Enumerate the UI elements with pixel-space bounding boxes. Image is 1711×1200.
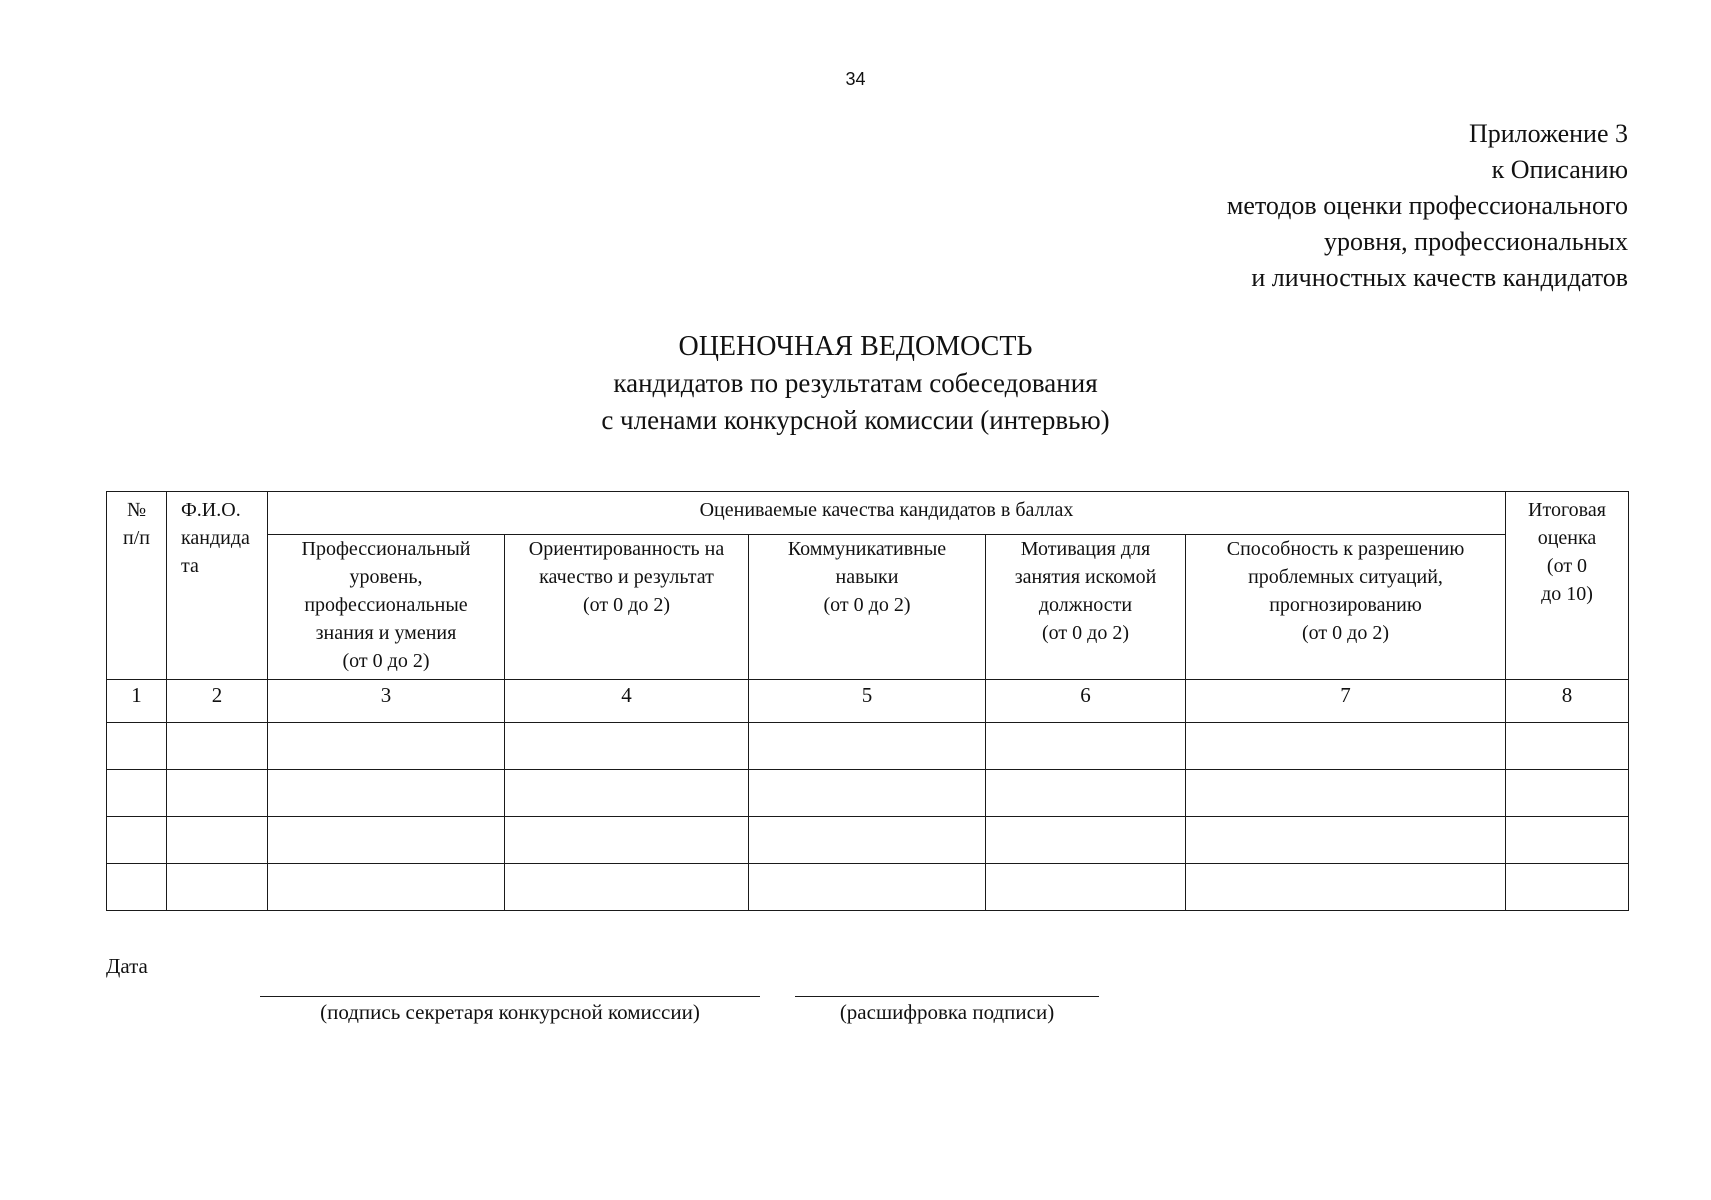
table-cell[interactable] bbox=[986, 864, 1186, 911]
column-number: 6 bbox=[986, 680, 1186, 723]
table-row bbox=[107, 770, 1629, 817]
table-cell[interactable] bbox=[749, 770, 986, 817]
header-text: качество и результат bbox=[539, 566, 714, 588]
column-number: 8 bbox=[1506, 680, 1629, 723]
header-text: проблемных ситуаций, bbox=[1248, 566, 1443, 588]
header-text: (от 0 до 2) bbox=[1042, 622, 1129, 644]
header-text: Итоговая bbox=[1528, 499, 1606, 521]
table-cell[interactable] bbox=[268, 864, 505, 911]
appendix-line: и личностных качеств кандидатов bbox=[1251, 263, 1628, 292]
table-cell[interactable] bbox=[167, 770, 268, 817]
table-row bbox=[107, 817, 1629, 864]
table-cell[interactable] bbox=[1506, 817, 1629, 864]
table-cell[interactable] bbox=[1186, 723, 1506, 770]
evaluation-table bbox=[106, 491, 1629, 911]
column-number: 1 bbox=[107, 680, 167, 723]
header-text: п/п bbox=[123, 527, 150, 549]
header-text: Способность к разрешению bbox=[1226, 538, 1465, 560]
table-cell[interactable] bbox=[505, 723, 749, 770]
header-text: (от 0 до 2) bbox=[342, 650, 430, 672]
table-cell[interactable] bbox=[986, 723, 1186, 770]
header-text: (от 0 до 2) bbox=[1302, 622, 1389, 644]
header-text: Мотивация для bbox=[1020, 538, 1151, 560]
table-cell[interactable] bbox=[1186, 770, 1506, 817]
header-criterion-problem-solving bbox=[1186, 535, 1506, 680]
column-number: 3 bbox=[268, 680, 505, 723]
column-number: 2 bbox=[167, 680, 268, 723]
table-cell[interactable] bbox=[1506, 864, 1629, 911]
table-row bbox=[107, 864, 1629, 911]
table-cell[interactable] bbox=[167, 723, 268, 770]
signature-decoding-line[interactable] bbox=[795, 996, 1099, 997]
header-text: прогнозированию bbox=[1269, 594, 1422, 616]
table-cell[interactable] bbox=[268, 723, 505, 770]
header-text: профессиональные bbox=[304, 594, 468, 616]
table-cell[interactable] bbox=[1506, 723, 1629, 770]
column-number: 4 bbox=[505, 680, 749, 723]
appendix-reference bbox=[1227, 116, 1628, 296]
header-text: должности bbox=[1038, 594, 1133, 616]
page-number: 34 bbox=[845, 69, 866, 89]
header-text: № bbox=[126, 499, 147, 521]
table-cell[interactable] bbox=[505, 864, 749, 911]
table-cell[interactable] bbox=[505, 770, 749, 817]
table-cell[interactable] bbox=[505, 817, 749, 864]
table-cell[interactable] bbox=[1186, 864, 1506, 911]
table-cell[interactable] bbox=[268, 770, 505, 817]
column-number-row bbox=[107, 680, 1629, 723]
header-total-score bbox=[1506, 492, 1629, 680]
header-text: оценка bbox=[1537, 527, 1597, 549]
table-cell[interactable] bbox=[1186, 817, 1506, 864]
column-number: 7 bbox=[1186, 680, 1506, 723]
header-criterion-quality-orientation bbox=[505, 535, 749, 680]
header-text: уровень, bbox=[349, 566, 423, 588]
column-number: 5 bbox=[749, 680, 986, 723]
header-text: до 10) bbox=[1541, 583, 1593, 605]
table-cell[interactable] bbox=[749, 864, 986, 911]
header-text: Ориентированность на bbox=[528, 538, 725, 560]
table-cell[interactable] bbox=[107, 723, 167, 770]
table-row bbox=[107, 723, 1629, 770]
appendix-line: уровня, профессиональных bbox=[1324, 227, 1628, 256]
header-criterion-professional-level bbox=[268, 535, 505, 680]
header-criterion-motivation bbox=[986, 535, 1186, 680]
signature-line[interactable] bbox=[260, 996, 760, 997]
table-cell[interactable] bbox=[749, 817, 986, 864]
signature-decoding-caption: (расшифровка подписи) bbox=[839, 1000, 1055, 1024]
header-text: та bbox=[181, 555, 199, 577]
table-cell[interactable] bbox=[167, 817, 268, 864]
header-row-number bbox=[107, 492, 167, 680]
appendix-line: к Описанию bbox=[1491, 155, 1628, 184]
header-candidate-name bbox=[167, 492, 268, 680]
appendix-line: Приложение 3 bbox=[1468, 119, 1628, 148]
header-text: навыки bbox=[835, 566, 899, 588]
signature-caption: (подпись секретаря конкурсной комиссии) bbox=[320, 1000, 700, 1024]
document-subtitle: с членами конкурсной комиссии (интервью) bbox=[601, 405, 1110, 435]
document-title-block bbox=[0, 328, 1711, 439]
document-subtitle: кандидатов по результатам собеседования bbox=[613, 368, 1098, 398]
table-cell[interactable] bbox=[986, 817, 1186, 864]
header-text: Ф.И.О. bbox=[181, 499, 241, 521]
header-text: кандида bbox=[181, 527, 250, 549]
header-text: Профессиональный bbox=[301, 538, 471, 560]
table-cell[interactable] bbox=[749, 723, 986, 770]
appendix-line: методов оценки профессионального bbox=[1226, 191, 1628, 220]
date-label: Дата bbox=[106, 954, 148, 978]
table-cell[interactable] bbox=[167, 864, 268, 911]
header-text: (от 0 bbox=[1546, 555, 1588, 577]
table-cell[interactable] bbox=[1506, 770, 1629, 817]
table-cell[interactable] bbox=[986, 770, 1186, 817]
header-evaluated-qualities: Оцениваемые качества кандидатов в баллах bbox=[268, 492, 1506, 535]
table-cell[interactable] bbox=[107, 770, 167, 817]
header-text: Коммуникативные bbox=[787, 538, 947, 560]
table-cell[interactable] bbox=[107, 864, 167, 911]
table-cell[interactable] bbox=[268, 817, 505, 864]
header-text: (от 0 до 2) bbox=[583, 594, 670, 616]
header-text: (от 0 до 2) bbox=[823, 594, 911, 616]
header-text: знания и умения bbox=[315, 622, 457, 644]
header-text: занятия искомой bbox=[1014, 566, 1157, 588]
document-title: ОЦЕНОЧНАЯ ВЕДОМОСТЬ bbox=[678, 331, 1033, 362]
header-criterion-communication bbox=[749, 535, 986, 680]
table-cell[interactable] bbox=[107, 817, 167, 864]
